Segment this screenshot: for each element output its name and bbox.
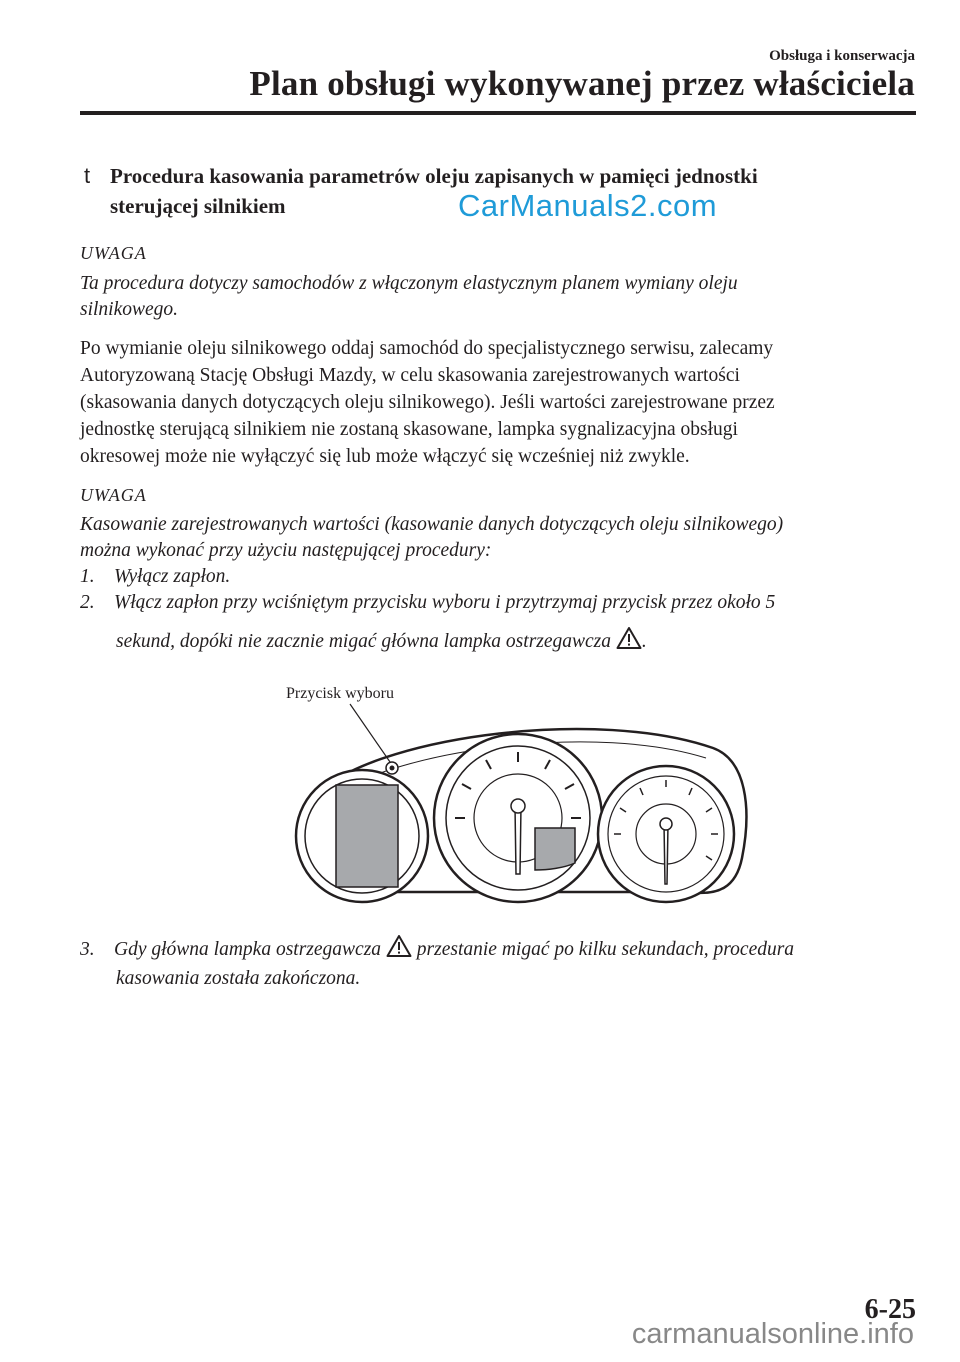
body-line: Autoryzowaną Stację Obsługi Mazdy, w celu skasowania zarejestrowanych wartości [80,365,740,386]
body-paragraph [80,335,920,470]
step-text: Wyłącz zapłon. [114,566,231,587]
procedure-heading-line: Procedura kasowania parametrów oleju zapisanych w pamięci jednostki [110,164,758,188]
note-line: silnikowego. [80,299,179,320]
note-line: można wykonać przy użyciu następującej procedury: [80,540,492,561]
callout-label: Przycisk wyboru [286,685,394,702]
header-divider [80,111,916,115]
heading-bullet: t [84,163,91,188]
speedometer-needle [664,824,668,884]
step-text: kasowania została zakończona. [116,968,361,989]
step-item [80,590,920,658]
note-text [80,271,920,323]
step-text: Włącz zapłon przy wciśniętym przycisku wyboru i przytrzymaj przycisk przez około 5 [114,592,776,613]
tachometer [434,734,602,902]
note-label: UWAGA [80,243,147,263]
step-item [80,934,920,992]
warning-triangle-icon [386,934,412,966]
note-line: Kasowanie zarejestrowanych wartości (kasowanie danych dotyczących oleju silnikowego) [80,514,784,535]
step-text-end: . [641,631,647,652]
page-title: Plan obsługi wykonywanej przez właściciela [249,64,915,103]
footer-watermark-link[interactable]: carmanualsonline.info [631,1318,914,1350]
multi-info-display [336,785,398,887]
body-line: (skasowania danych dotyczących oleju silnikowego). Jeśli wartości zarejestrowane przez [80,392,775,413]
note-line: Ta procedura dotyczy samochodów z włączonym elastycznym planem wymiany oleju [80,273,738,294]
instrument-cluster-figure [268,678,758,915]
tachometer-needle [515,806,521,874]
note-text [80,512,920,564]
step-continuation [80,626,920,658]
step-text: sekund, dopóki nie zacznie migać główna lampka ostrzegawcza [116,631,612,652]
body-line: jednostkę sterującą silnikiem nie zostaną skasowane, lampka sygnalizacyjna obsługi [80,419,738,440]
step-number: 1. [80,566,95,587]
step-text: Gdy główna lampka ostrzegawcza [114,939,382,960]
section-label: Obsługa i konserwacja [769,48,915,64]
left-gauge [296,770,428,902]
body-line: Po wymianie oleju silnikowego oddaj samochód do specjalistycznego serwisu, zalecamy [80,338,774,359]
step-number: 2. [80,592,95,613]
note-label: UWAGA [80,485,147,505]
page-number: 6-25 [864,1294,916,1325]
instrument-cluster-illustration [268,678,758,910]
warning-triangle-icon [616,626,642,658]
select-button-icon [386,762,398,774]
procedure-heading-line: sterującej silnikiem [110,194,286,218]
speedometer [598,766,734,902]
callout-leader-line [350,704,390,762]
step-number: 3. [80,939,95,960]
step-item [80,564,920,590]
body-line: okresowej może nie wyłączyć się lub może włączyć się wcześniej niż zwykle. [80,446,690,467]
step-text: przestanie migać po kilku sekundach, procedura [416,939,795,960]
watermark: CarManuals2.com [458,188,718,223]
